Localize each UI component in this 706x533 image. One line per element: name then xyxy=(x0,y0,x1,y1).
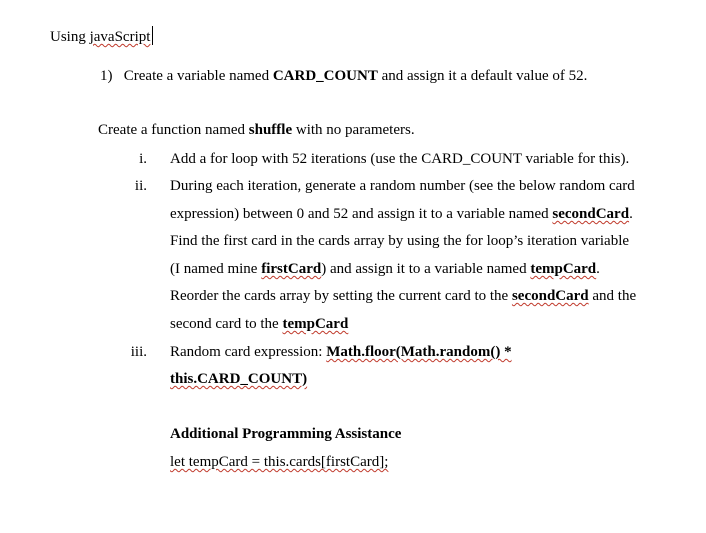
first-card-term: firstCard xyxy=(261,261,322,277)
intro-text-b: with no parameters. xyxy=(292,122,415,138)
text: second card to the xyxy=(170,316,283,332)
list-item-ii-line-3: Find the first card in the cards array by using the for loop’s iteration variable xyxy=(170,233,630,249)
text: and the xyxy=(588,288,637,304)
text: Random card expression: xyxy=(170,344,327,360)
list-numeral-ii: ii. xyxy=(134,178,147,194)
period: . xyxy=(629,206,633,222)
list-item-iii-line-1 xyxy=(170,343,512,361)
random-expression-code: Math.floor(Math.random() * xyxy=(326,344,512,360)
second-card-term: secondCard xyxy=(511,288,589,304)
list-numeral-i: i. xyxy=(139,151,147,167)
temp-card-term: tempCard xyxy=(530,261,597,277)
temp-card-term: tempCard xyxy=(282,316,349,332)
list-item-ii-line-4 xyxy=(170,260,600,278)
header-prefix: Using xyxy=(50,29,90,45)
assist-code xyxy=(170,453,388,471)
intro-bold: shuffle xyxy=(248,122,293,138)
random-expression-code-cont: this.CARD_COUNT) xyxy=(170,371,308,387)
header-line xyxy=(50,26,153,46)
intro-text-a: Create a function named xyxy=(98,122,249,138)
list-item-iii-line-2 xyxy=(170,370,307,388)
step-1-number: 1) xyxy=(100,68,113,84)
function-intro xyxy=(98,121,415,139)
list-numeral-iii: iii. xyxy=(130,344,147,360)
step-1-text-b: and assign it a default value of 52. xyxy=(377,68,588,84)
text: ) and assign it to a variable named xyxy=(321,261,531,277)
text: Reorder the cards array by setting the current card to the xyxy=(170,288,512,304)
list-item-ii-line-5 xyxy=(170,287,636,305)
list-item-i: Add a for loop with 52 iterations (use the CARD_COUNT variable for this). xyxy=(170,151,630,167)
text: (I named mine xyxy=(170,261,262,277)
assist-heading-text: Additional Programming Assistance xyxy=(170,426,402,442)
step-1-bold: CARD_COUNT xyxy=(272,68,378,84)
list-item-ii-line-1: During each iteration, generate a random number (see the below random card xyxy=(170,178,635,194)
header-lang-word: javaScript xyxy=(89,29,151,45)
list-item-ii-line-6 xyxy=(170,315,348,333)
list-item-ii-line-2-text: expression) between 0 and 52 and assign it to a variable named xyxy=(170,206,553,222)
text-cursor xyxy=(152,26,153,45)
assist-heading xyxy=(170,425,401,443)
step-1 xyxy=(100,67,587,85)
list-item-ii-line-2 xyxy=(170,205,633,223)
step-1-text-a: Create a variable named xyxy=(123,68,273,84)
assist-code-text: let tempCard = this.cards[firstCard]; xyxy=(170,454,389,470)
second-card-term: secondCard xyxy=(552,206,630,222)
period: . xyxy=(596,261,600,277)
